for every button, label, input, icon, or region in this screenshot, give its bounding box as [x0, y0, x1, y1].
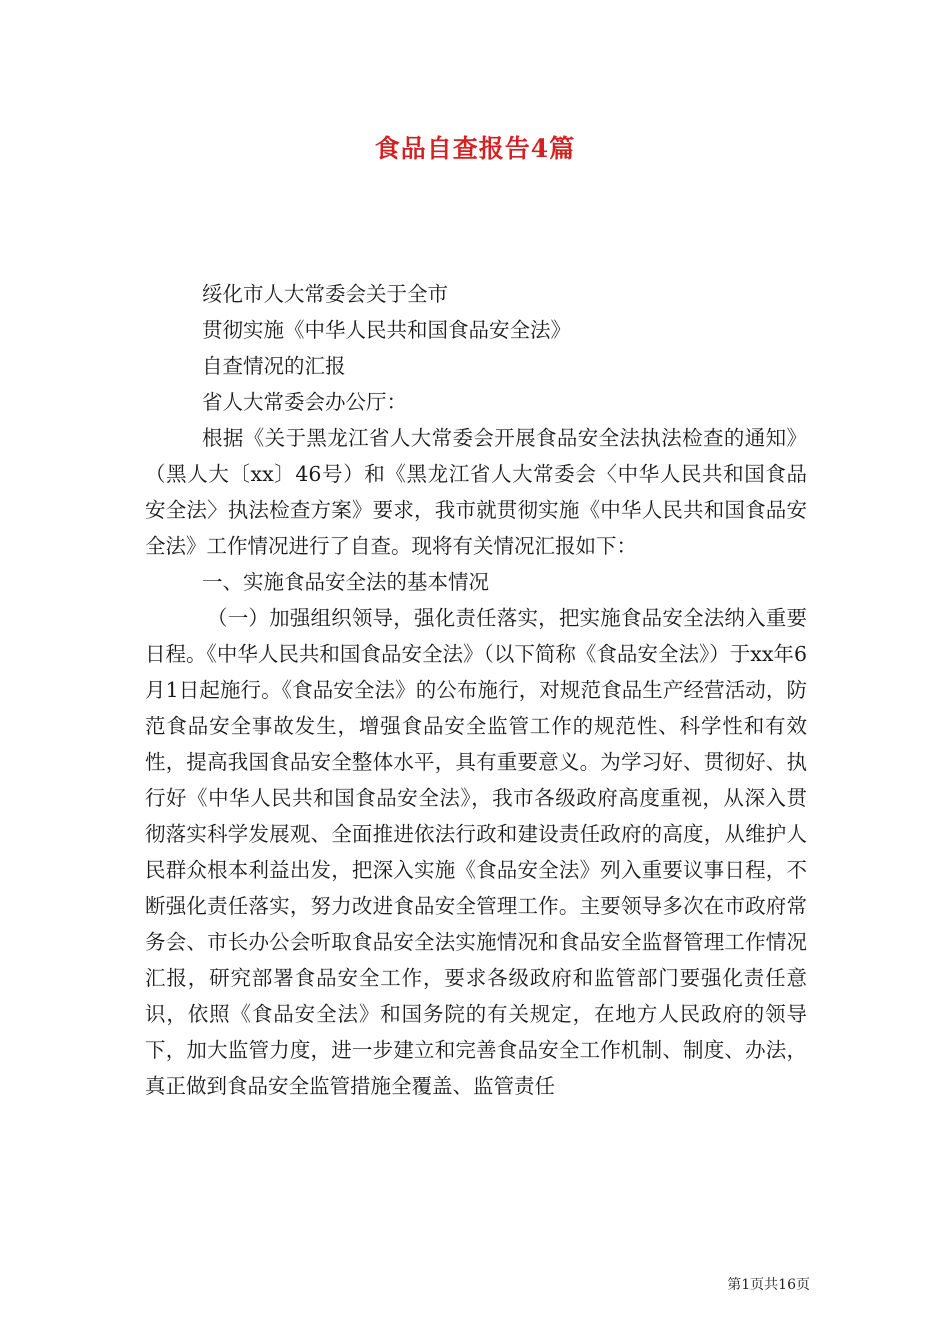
section-heading: 一、实施食品安全法的基本情况 — [202, 570, 489, 594]
salutation: 省人大常委会办公厅： — [202, 390, 407, 414]
document-title: 食品自查报告4篇 — [374, 134, 576, 163]
heading-line-2: 贯彻实施《中华人民共和国食品安全法》 — [202, 318, 571, 342]
heading-line-3: 自查情况的汇报 — [202, 354, 346, 378]
heading-line-1: 绥化市人大常委会关于全市 — [202, 282, 448, 306]
body-paragraph: （一）加强组织领导，强化责任落实，把实施食品安全法纳入重要日程。《中华人民共和国食品安全法》（以下简称《食品安全法》）于xx年6月1日起施行。《食品安全法》的公布施行，对规范食品生产经营活动，防范食品安全事故发生，增强食品安全监管工作的规范性、科学性和有效性，提高我国食品安全整体水平，具有重要意义。为学习好、贯彻好、执行好《中华人民共和国食品安全法》，我市各级政府高度重视，从深入贯彻落实科学发展观、全面推进依法行政和建设责任政府的高度，从维护人民群众根本利益出发，把深入实施《食品安全法》列入重要议事日程，不断强化责任落实，努力改进食品安全管理工作。主要领导多次在市政府常务会、市长办公会听取食品安全法实施情况和食品安全监督管理工作情况汇报，研究部署食品安全工作，要求各级政府和监管部门要强化责任意识，依照《食品安全法》和国务院的有关规定，在地方人民政府的领导下，加大监管力度，进一步建立和完善食品安全工作机制、制度、办法，真正做到食品安全监管措施全覆盖、监管责任 — [145, 606, 807, 1098]
page-number: 第1页共16页 — [727, 1277, 810, 1293]
intro-paragraph: 根据《关于黑龙江省人大常委会开展食品安全法执法检查的通知》（黑人大〔xx〕46号）和《黑龙江省人大常委会〈中华人民共和国食品安全法〉执法检查方案》要求，我市就贯彻实施《中华人民共和国食品安全法》工作情况进行了自查。现将有关情况汇报如下： — [145, 426, 807, 558]
document-body — [145, 276, 807, 1104]
